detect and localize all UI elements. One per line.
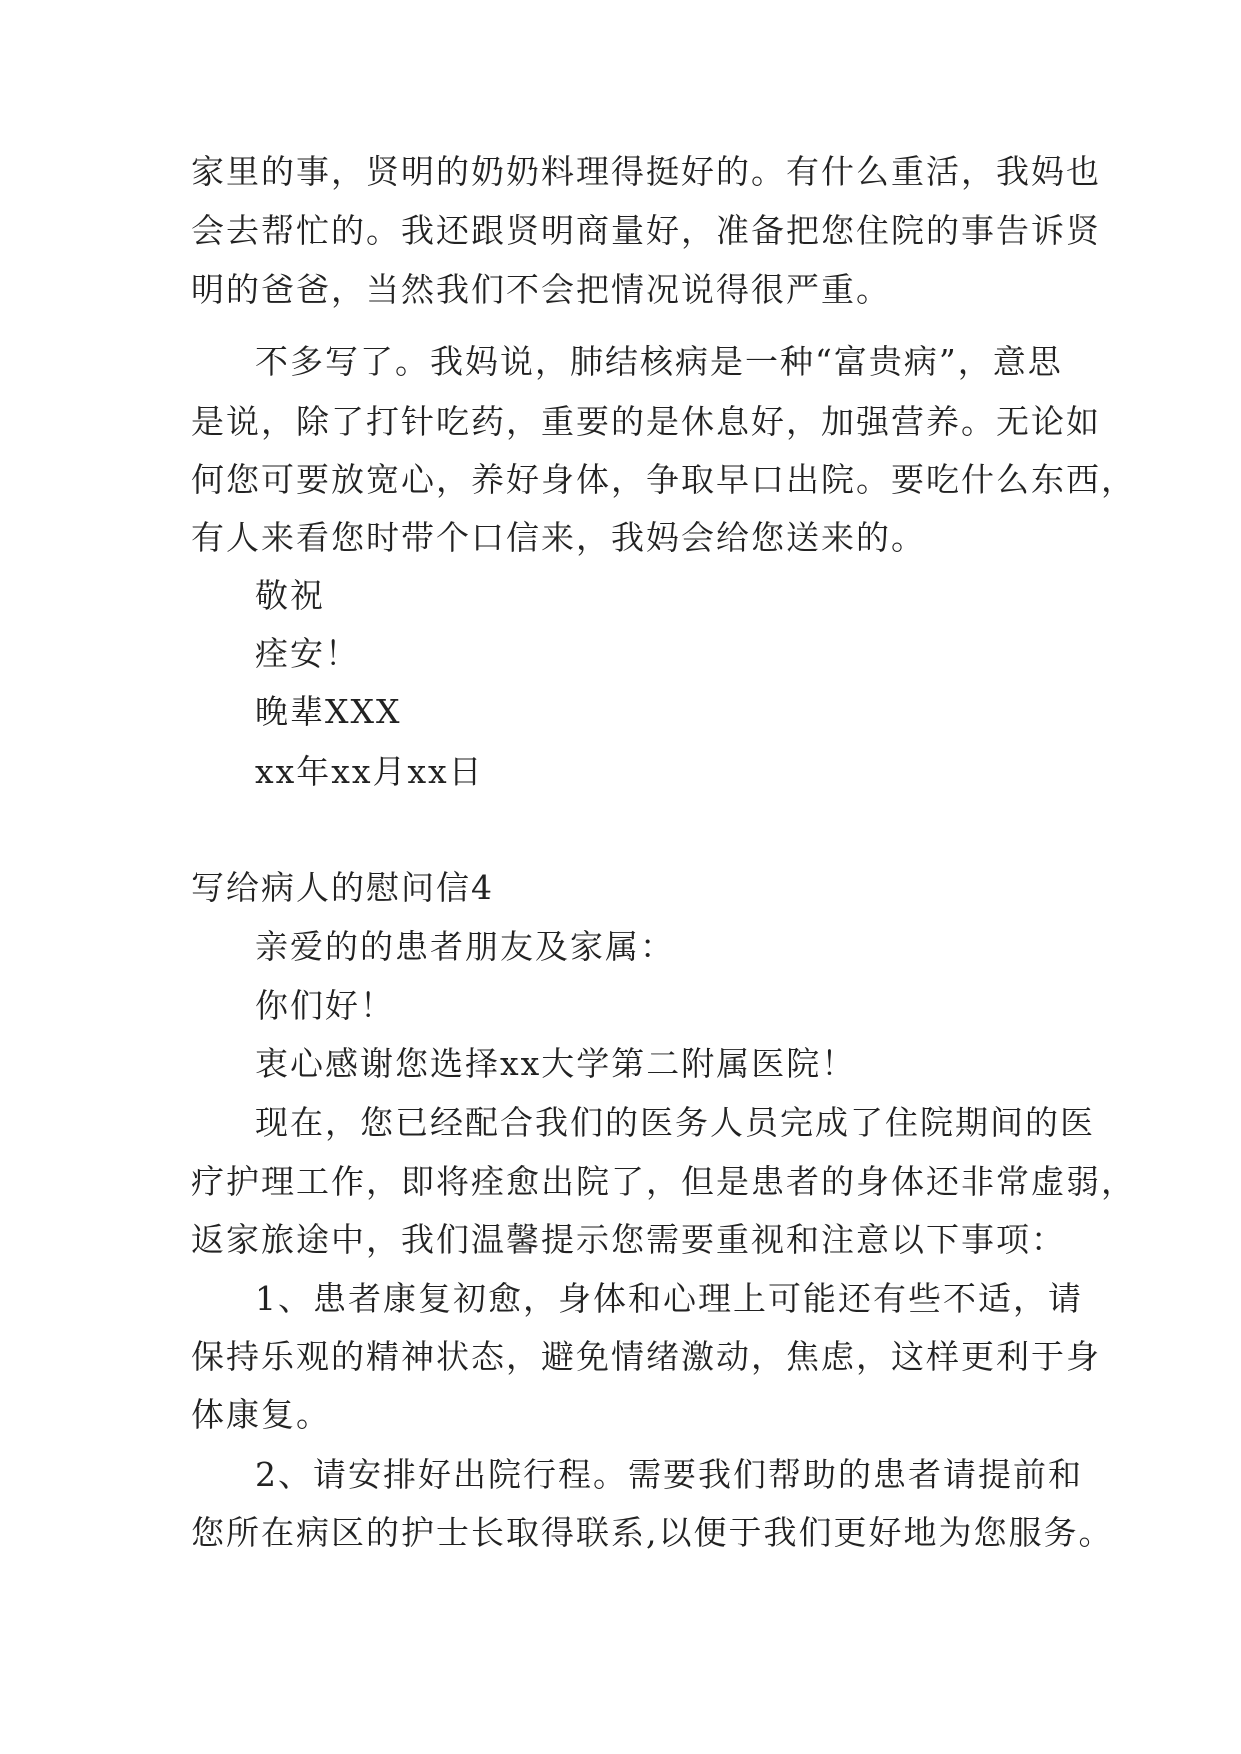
body-text-line: 会去帮忙的。我还跟贤明商量好，准备把您住院的事告诉贤 <box>191 211 1101 250</box>
closing-text: 敬祝 <box>255 576 325 615</box>
list-item-2-line: 2、请安排好出院行程。需要我们帮助的患者请提前和 <box>255 1455 1083 1494</box>
list-item-1-line: 1、患者康复初愈，身体和心理上可能还有些不适，请 <box>255 1279 1083 1318</box>
salutation: 亲爱的的患者朋友及家属： <box>255 927 675 966</box>
wish-text: 痊安！ <box>255 634 360 673</box>
body-text-line: 疗护理工作，即将痊愈出院了，但是患者的身体还非常虚弱， <box>191 1162 1136 1201</box>
section-title: 写给病人的慰问信4 <box>191 868 494 907</box>
body-text-line: 现在，您已经配合我们的医务人员完成了住院期间的医 <box>255 1103 1095 1142</box>
body-text-line: 家里的事，贤明的奶奶料理得挺好的。有什么重活，我妈也 <box>191 152 1101 191</box>
body-text-line: 是说，除了打针吃药，重要的是休息好，加强营养。无论如 <box>191 402 1101 441</box>
list-item-1-line: 保持乐观的精神状态，避免情绪激动，焦虑，这样更利于身 <box>191 1337 1101 1376</box>
date: xx年xx月xx日 <box>255 752 484 791</box>
greeting: 你们好！ <box>255 986 395 1025</box>
body-text-line: 明的爸爸，当然我们不会把情况说得很严重。 <box>191 270 891 309</box>
body-text-line: 返家旅途中，我们温馨提示您需要重视和注意以下事项： <box>191 1220 1066 1259</box>
body-text-line: 有人来看您时带个口信来，我妈会给您送来的。 <box>191 518 926 557</box>
signature: 晚辈XXX <box>255 692 402 731</box>
list-item-2-line: 您所在病区的护士长取得联系,以便于我们更好地为您服务。 <box>191 1513 1114 1552</box>
body-text-line: 不多写了。我妈说，肺结核病是一种“富贵病”，意思 <box>255 342 1063 381</box>
body-text-line: 何您可要放宽心，养好身体，争取早口出院。要吃什么东西， <box>191 460 1136 499</box>
thanks-text: 衷心感谢您选择xx大学第二附属医院！ <box>255 1044 857 1083</box>
list-item-1-line: 体康复。 <box>191 1395 331 1434</box>
